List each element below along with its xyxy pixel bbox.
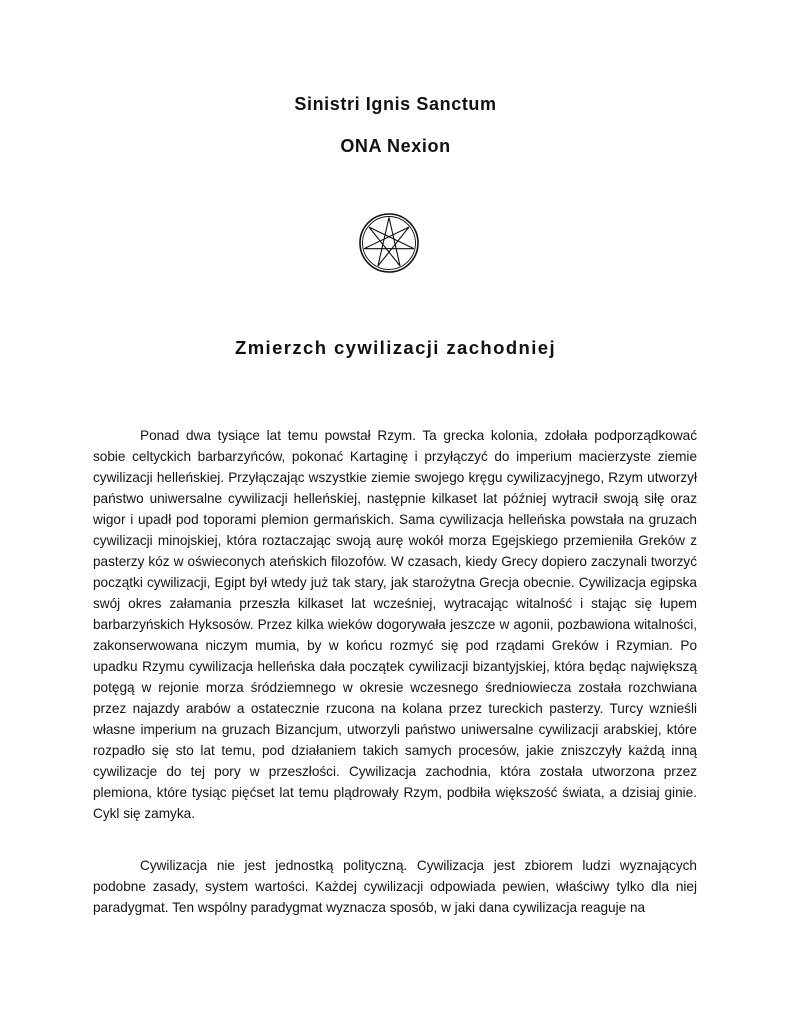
paragraph: Cywilizacja nie jest jednostką polityczną. Cywilizacja jest zbiorem ludzi wyznających podobne zasady, system wartości. Każdej cywilizacji odpowiada pewien, właściwy tylko dla niej paradygmat. Ten wspólny paradygmat wyznacza sposób, w jaki dana cywilizacja reaguje na	[93, 858, 697, 915]
document-title: Sinistri Ignis Sanctum	[294, 94, 497, 114]
paragraph: Ponad dwa tysiące lat temu powstał Rzym. Ta grecka kolonia, zdołała podporządkować sobie celtyckich barbarzyńców, pokonać Kartaginę i przyłączyć do imperium macierzyste ziemie cywilizacji helleńskiej. Przyłączając wszystkie ziemie swojego kręgu cywilizacyjnego, Rzym utworzył państwo uniwersalne cywilizacji helleńskiej, następnie kilkaset lat później wytracił swoją siłę oraz wigor i upadł pod toporami plemion germańskich. Sama cywilizacja helleńska powstała na gruzach cywilizacji minojskiej, która roztaczając swoją aurę wokół morza Egejskiego przemieniła Greków z pasterzy kóz w oświeconych ateńskich filozofów. W czasach, kiedy Grecy dopiero zaczynali tworzyć początki cywilizacji, Egipt był wtedy już tak stary, jak starożytna Grecja obecnie. Cywilizacja egipska swój okres załamania przeszła kilkaset lat wcześniej, wytracając witalność i stając się łupem barbarzyńskich Hyksosów. Przez kilka wieków dogorywała jeszcze w agonii, pozbawiona witalności, zakonserwowana niczym mumia, by w końcu rozmyć się pod rządami Greków i Rzymian. Po upadku Rzymu cywilizacja helleńska dała początek cywilizacji bizantyjskiej, która będąc największą potęgą w rejonie morza śródziemnego w okresie wczesnego średniowiecza została rozchwiana przez najazdy arabów a ostatecznie rzucona na kolana przez tureckich pasterzy. Turcy wznieśli własne imperium na gruzach Bizancjum, utworzyli państwo uniwersalne cywilizacji arabskiej, które rozpadło się sto lat temu, pod działaniem takich samych procesów, jakie zniszczyły każdą inną cywilizacje do tej pory w przeszłości. Cywilizacja zachodnia, która została utworzona przez plemiona, które tysiąc pięćset lat temu plądrowały Rzym, podbiła większość świata, a dzisiaj ginie. Cykl się zamyka.	[93, 428, 697, 821]
document-subtitle: ONA Nexion	[340, 136, 451, 156]
septagram-seal-icon	[358, 212, 420, 274]
section-heading: Zmierzch cywilizacji zachodniej	[235, 337, 556, 358]
